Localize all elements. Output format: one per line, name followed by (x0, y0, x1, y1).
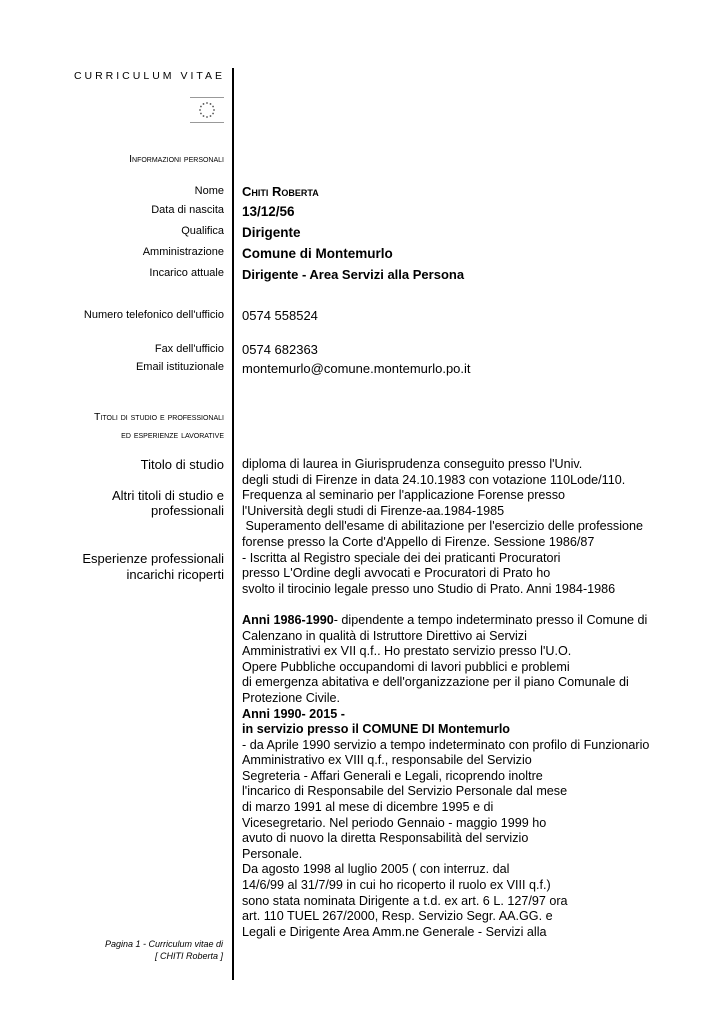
telefono-label: Numero telefonico dell'ufficio (83, 309, 224, 321)
body-line: forense presso la Corte d'Appello di Firenze. Sessione 1986/87 (242, 534, 595, 549)
body-line: avuto di nuovo la diretta Responsabilità del servizio (242, 831, 529, 846)
body-line: di marzo 1991 al mese di dicembre 1995 e di (242, 800, 494, 815)
body-line: Protezione Civile. (242, 690, 340, 705)
cv-body-text (242, 457, 720, 940)
body-line: l'incarico di Responsabile del Servizio Personale dal mese (242, 784, 568, 799)
eu-star-icon (212, 106, 214, 108)
data-nascita-label: Data di nascita (151, 204, 224, 216)
footer-name-line: [ CHITI Roberta ] (154, 951, 223, 961)
body-line: degli studi di Firenze in data 24.10.1983 con votazione 110Lode/110. (242, 472, 626, 487)
fax-value: 0574 682363 (242, 342, 318, 357)
body-line: presso L'Ordine degli avvocati e Procuratori di Prato ho (242, 566, 551, 581)
eu-stars-icon (190, 97, 224, 123)
body-line (242, 613, 720, 629)
altri-titoli-label-1: Altri titoli di studio e (112, 488, 224, 503)
fax-label: Fax dell'ufficio (154, 343, 224, 355)
body-line: Calenzano in qualità di Istruttore Direttivo ai Servizi (242, 628, 527, 643)
body-line: Amministrativi ex VII q.f.. Ho prestato servizio presso l'U.O. (242, 644, 572, 659)
altri-titoli-label-2: professionali (151, 503, 224, 518)
eu-star-icon (206, 116, 208, 118)
eu-star-icon (199, 109, 201, 111)
section-titles-heading-2: ed esperienze lavorative (121, 429, 224, 441)
amministrazione-value: Comune di Montemurlo (242, 246, 393, 261)
body-line: Vicesegretario. Nel periodo Gennaio - maggio 1999 ho (242, 815, 547, 830)
body-line-rest: - dipendente a tempo indeterminato presso il Comune di (333, 612, 648, 627)
email-value[interactable]: montemurlo@comune.montemurlo.po.it (242, 361, 471, 376)
eu-star-icon (203, 103, 205, 105)
body-line: Da agosto 1998 al luglio 2005 ( con interruz. dal (242, 862, 510, 877)
section-titles-heading-1: Titoli di studio e professionali (94, 411, 224, 423)
eu-star-icon (200, 113, 202, 115)
titolo-studio-label: Titolo di studio (140, 457, 224, 472)
esperienze-label-2: incarichi ricoperti (126, 567, 224, 582)
telefono-value: 0574 558524 (242, 308, 318, 323)
body-line: l'Università degli studi di Firenze-aa.1984-1985 (242, 503, 505, 518)
eu-star-icon (200, 106, 202, 108)
cv-title: CURRICULUM VITAE (73, 70, 225, 82)
body-line: - da Aprile 1990 servizio a tempo indeterminato con profilo di Funzionario (242, 737, 650, 752)
eu-star-icon (210, 115, 212, 117)
body-line: Frequenza al seminario per l'applicazione Forense presso (242, 488, 566, 503)
body-line: Segreteria - Affari Generali e Legali, ricoprendo inoltre (242, 768, 543, 783)
eu-star-icon (206, 102, 208, 104)
qualifica-value: Dirigente (242, 225, 301, 240)
footer-page-line: Pagina 1 - Curriculum vitae di (104, 939, 223, 949)
years-1986-1990: Anni 1986-1990 (242, 612, 334, 627)
body-line: - Iscritta al Registro speciale dei dei praticanti Procuratori (242, 550, 561, 565)
body-line: Legali e Dirigente Area Amm.ne Generale - Servizi alla (242, 924, 547, 939)
eu-star-icon (203, 115, 205, 117)
eu-star-icon (213, 109, 215, 111)
incarico-value: Dirigente - Area Servizi alla Persona (242, 267, 465, 282)
body-line: sono stata nominata Dirigente a t.d. ex art. 6 L. 127/97 ora (242, 893, 568, 908)
section-personal-heading: Informazioni personali (129, 153, 224, 165)
amministrazione-label: Amministrazione (142, 246, 224, 258)
nome-value: Chiti Roberta (242, 184, 319, 199)
body-line: svolto il tirocinio legale presso uno Studio di Prato. Anni 1984-1986 (242, 581, 616, 596)
body-line: art. 110 TUEL 267/2000, Resp. Servizio Segr. AA.GG. e (242, 909, 553, 924)
years-1990-2015: Anni 1990- 2015 - (242, 706, 345, 721)
body-line: Opere Pubbliche occupandomi di lavori pubblici e problemi (242, 659, 570, 674)
eu-star-icon (210, 103, 212, 105)
data-nascita-value: 13/12/56 (242, 204, 295, 219)
esperienze-label-1: Esperienze professionali (82, 551, 224, 566)
incarico-label: Incarico attuale (149, 267, 224, 279)
nome-label: Nome (194, 185, 224, 197)
email-label: Email istituzionale (135, 361, 224, 373)
body-line-bold: in servizio presso il COMUNE DI Montemurlo (242, 722, 511, 737)
body-line: 14/6/99 al 31/7/99 in cui ho ricoperto il ruolo ex VIII q.f.) (242, 878, 551, 893)
qualifica-label: Qualifica (181, 225, 224, 237)
body-line: Superamento dell'esame di abilitazione per l'esercizio delle professione (242, 519, 644, 534)
vertical-divider (232, 68, 234, 980)
page-footer (105, 938, 223, 962)
body-line: Amministrativo ex VIII q.f., responsabile del Servizio (242, 753, 532, 768)
body-line: diploma di laurea in Giurisprudenza conseguito presso l'Univ. (242, 457, 583, 471)
eu-star-icon (212, 113, 214, 115)
body-line: di emergenza abitativa e dell'organizzazione per il piano Comunale di (242, 675, 629, 690)
body-line: Personale. (242, 846, 303, 861)
